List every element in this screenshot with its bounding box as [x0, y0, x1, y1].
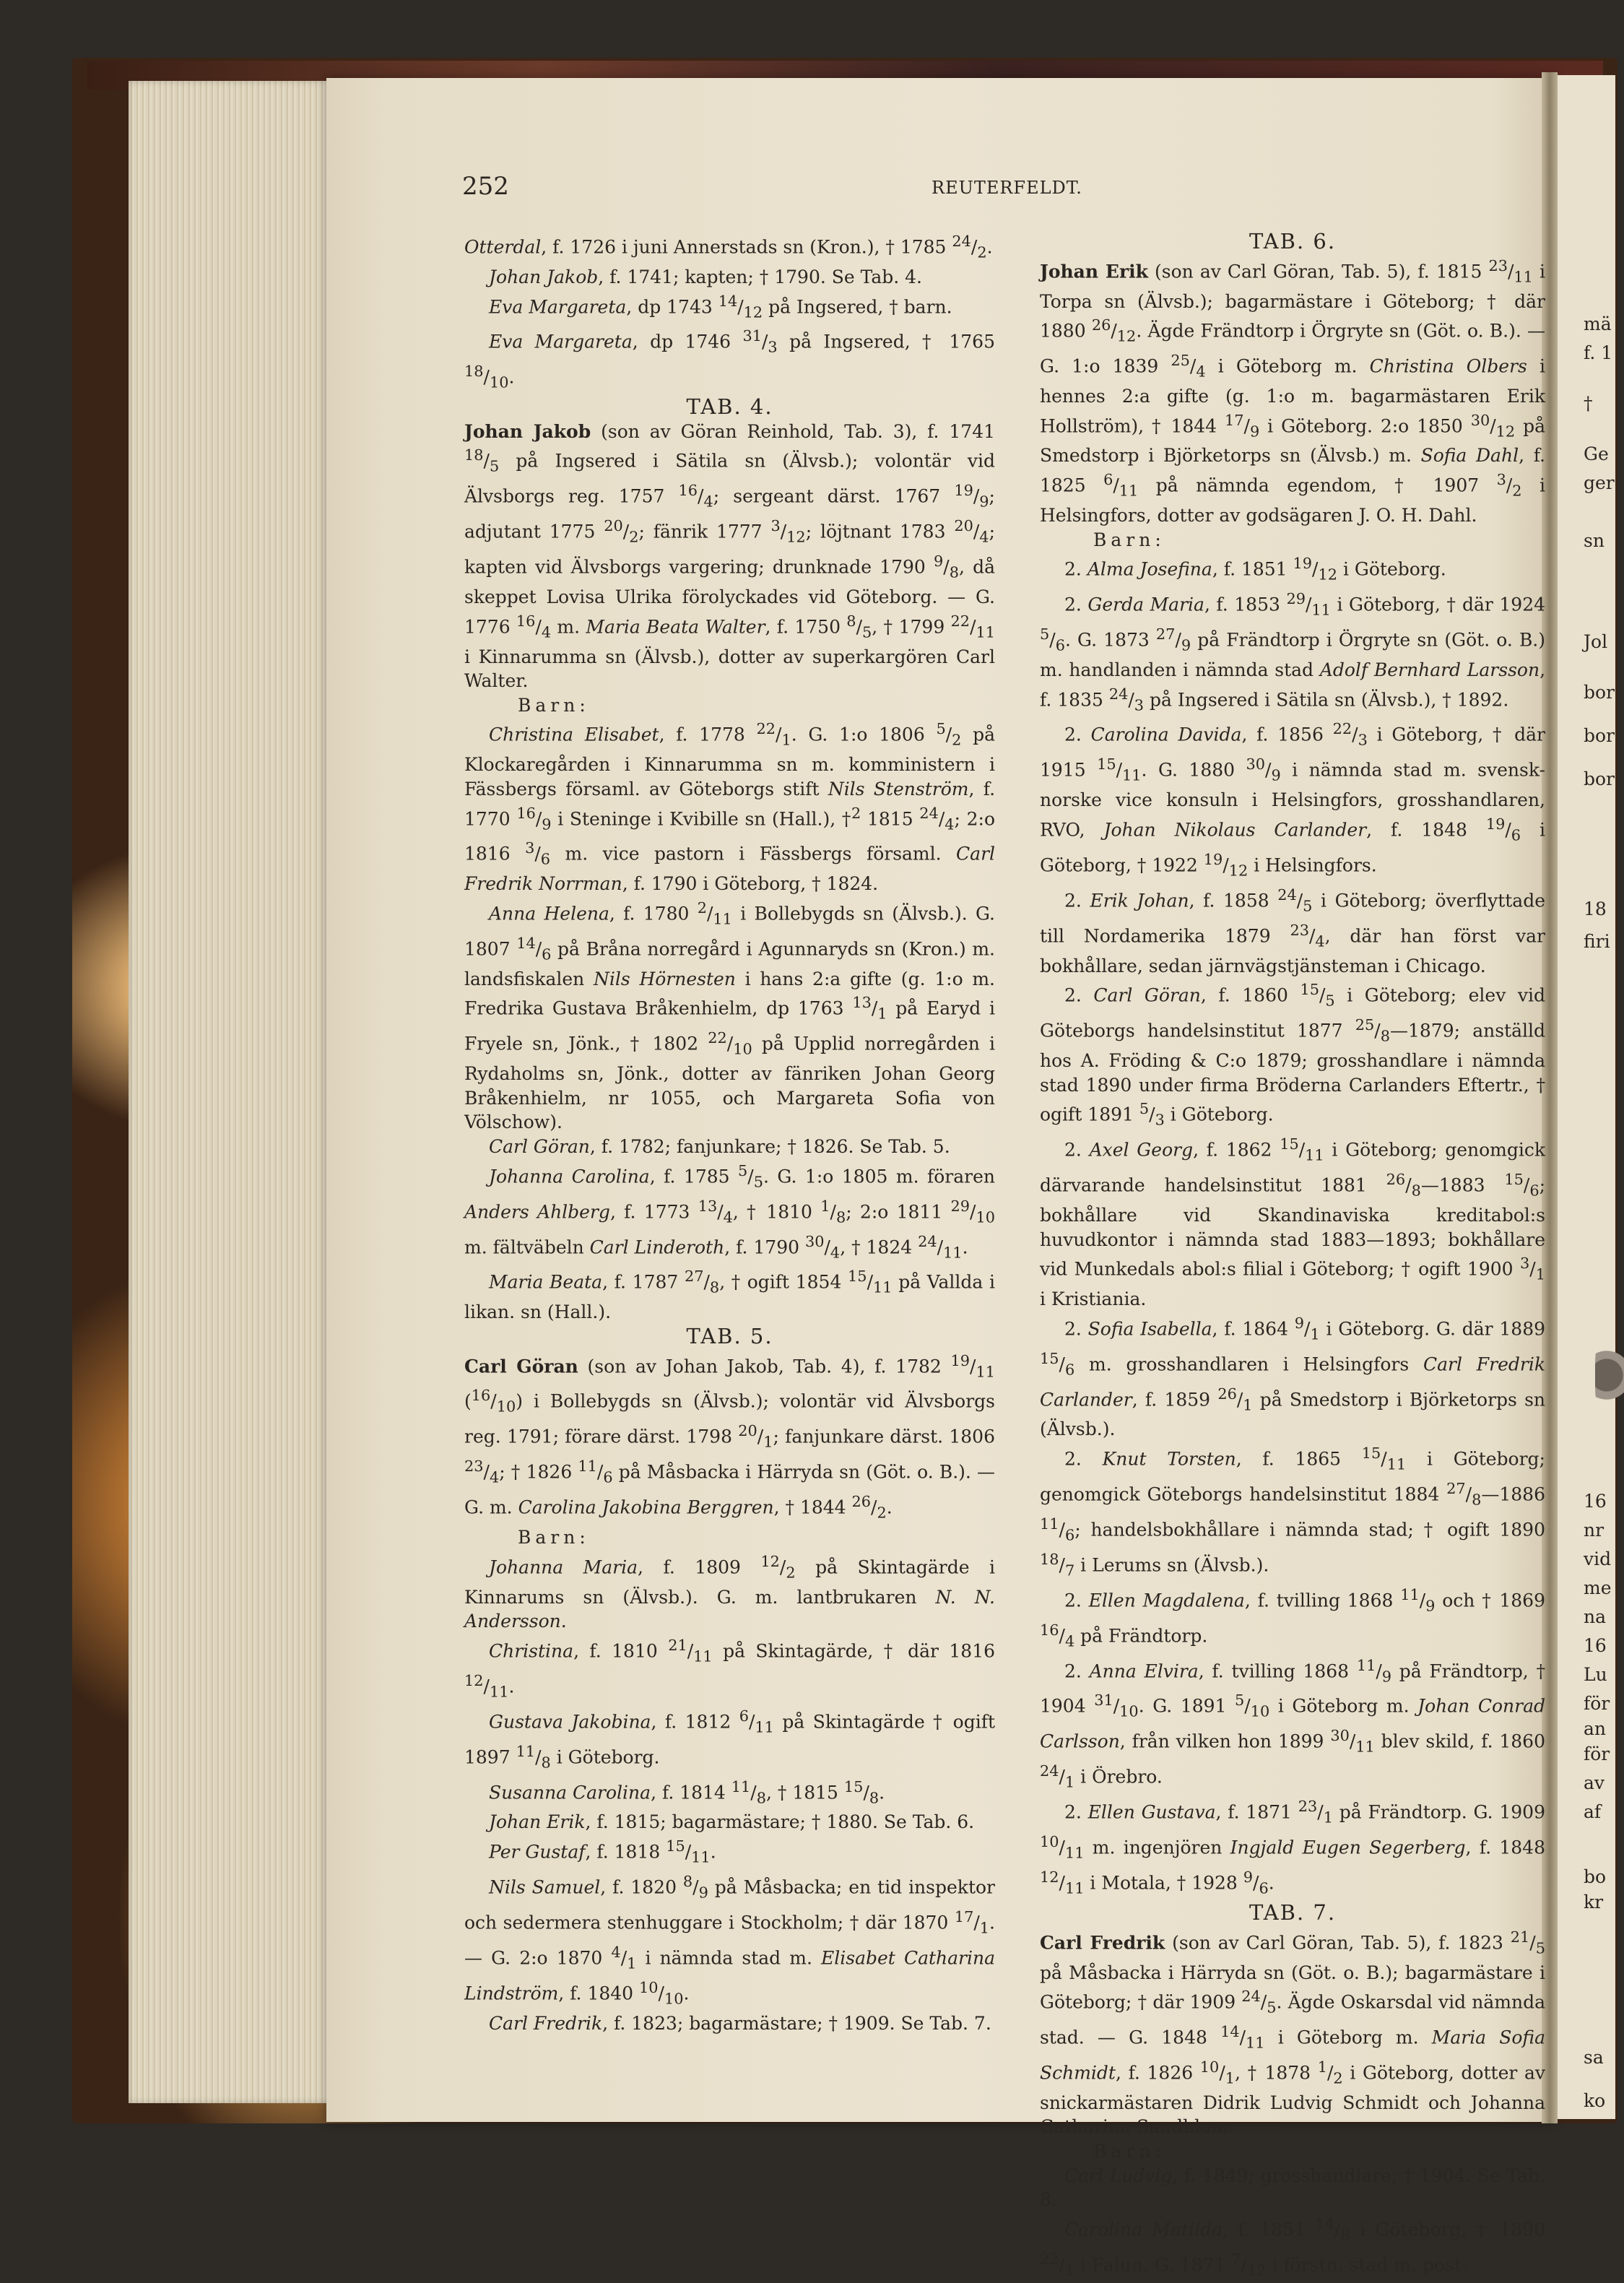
children-heading: Barn: — [1093, 529, 1165, 550]
ornament-icon — [1595, 1325, 1624, 1426]
facing-page-text-fragment: me — [1584, 1577, 1612, 1598]
genealogy-entry: Eva Margareta, dp 1746 $^{31}/_3$ på Ingsered, † 1765 $^{18}/_{10}$. — [464, 327, 995, 391]
left-column — [464, 230, 995, 2035]
children-heading: Barn: — [518, 694, 590, 716]
table-heading: TAB. 7. — [1249, 1900, 1337, 1925]
genealogy-entry: 2. Carl Göran, f. 1860 $^{15}/_5$ i Göteborg; elev vid Göteborgs handelsinstitut 1877 $^{25}/_8—1879$; anställd hos A. Fröding & C:o 1879; grosshandlare i nämnda stad 1890 under firma Bröderna Carlanders Eftertr., † ogift 1891 $^5/_3$ i Göteborg. — [1040, 981, 1545, 1129]
facing-page-text-fragment: ger — [1584, 472, 1615, 493]
facing-page-text-fragment: bor — [1584, 682, 1615, 703]
facing-page-text-fragment: f. 1 — [1584, 342, 1613, 363]
genealogy-paragraph: Johan Erik (son av Carl Göran, Tab. 5), f. 1815 $^{23}/_{11}$ i Torpa sn (Älvsb.); bagarmästare i Göteborg; † där 1880 $^{26}/_{12}$. Ägde Frändtorp i Örgryte sn (Göt. o. B.). — G. 1:o 1839 $^{25}/_4$ i Göteborg m. Christina Olbers i hennes 2:a gifte (g. 1:o m. bagarmästaren Erik Hollström), † 1844 $^{17}/_9$ i Göteborg. 2:o 1850 $^{30}/_{12}$ på Smedstorp i Björketorps sn (Älvsb.) m. Sofia Dahl, f. 1825 $^6/_{11}$ på nämnda egendom, † 1907 $^3/_2$ i Helsingfors, dotter av godsägaren J. O. H. Dahl. — [1040, 256, 1545, 526]
facing-page-text-fragment: sn — [1584, 530, 1605, 551]
facing-page-text-fragment: sa — [1584, 2047, 1604, 2068]
genealogy-entry: 2. Erik Johan, f. 1858 $^{24}/_5$ i Göteborg; överflyttade till Nordamerika 1879 $^{23}/_4$, där han först var bokhållare, sedan järnvägstjänsteman i Chicago. — [1040, 885, 1545, 976]
facing-page-text-fragment: 18 — [1584, 898, 1607, 919]
genealogy-entry: 2. Ellen Gustava, f. 1871 $^{23}/_1$ på Frändtorp. G. 1909 $^{10}/_{11}$ m. ingenjören Ingjald Eugen Segerberg, f. 1848 $^{12}/_{11}$ i Motala, † 1928 $^9/_6$. — [1040, 1798, 1545, 1897]
genealogy-entry: Per Gustaf, f. 1818 $^{15}/_{11}$. — [489, 1837, 716, 1866]
facing-page-text-fragment: na — [1584, 1606, 1607, 1627]
facing-page-text-fragment: Ge — [1584, 443, 1609, 464]
genealogy-entry: 2. Alma Josefina, f. 1851 $^{19}/_{12}$ i Göteborg. — [1064, 555, 1446, 584]
genealogy-entry: Eva Margareta, dp 1743 $^{14}/_{12}$ på Ingsered, † barn. — [489, 292, 952, 321]
facing-page-text-fragment: Lu — [1584, 1664, 1607, 1685]
genealogy-entry: Maria Beata, f. 1787 $^{27}/_8$, † ogift 1854 $^{15}/_{11}$ på Vallda i likan. sn (Hall.). — [464, 1268, 996, 1323]
genealogy-paragraph: Carl Göran (son av Johan Jakob, Tab. 4), f. 1782 $^{19}/_{11}$ $(^{16}/_{10})$ i Bollebygds sn (Älvsb.); volontär vid Älvsborgs reg. 1791; förare därst. 1798 $^{20}/_1$; fanjunkare därst. 1806 $^{23}/_4$; † 1826 $^{11}/_6$ på Måsbacka i Härryda sn (Göt. o. B.). — G. m. Carolina Jakobina Berggren, † 1844 $^{26}/_2$. — [464, 1351, 995, 1522]
page-number: 252 — [462, 172, 509, 201]
genealogy-entry: Gustava Jakobina, f. 1812 $^6/_{11}$ på Skintagärde † ogift 1897 $^{11}/_8$ i Göteborg. — [464, 1707, 995, 1771]
table-heading: TAB. 5. — [686, 1323, 773, 1348]
genealogy-entry: Johan Jakob, f. 1741; kapten; † 1790. Se Tab. 4. — [489, 266, 922, 287]
genealogy-entry: Johanna Maria, f. 1809 $^{12}/_2$ på Skintagärde i Kinnarums sn (Älvsb.). G. m. lantbrukaren N. N. Andersson. — [464, 1552, 995, 1632]
facing-page-text-fragment: bor — [1584, 768, 1615, 789]
page-stack-edge — [129, 81, 345, 2103]
genealogy-entry: Anna Helena, f. 1780 $^2/_{11}$ i Bollebygds sn (Älvsb.). G. 1807 $^{14}/_6$ på Bråna norregård i Agunnaryds sn (Kron.) m. landsfiskalen Nils Hörnesten i hans 2:a gifte (g. 1:o m. Fredrika Gustava Bråkenhielm, dp 1763 $^{13}/_1$ på Earyd i Fryele sn, Jönk., † 1802 $^{22}/_{10}$ på Upplid norregården i Rydaholms sn, Jönk., dotter av fänriken Johan Georg Bråkenhielm, nr 1055, och Margareta Sofia von Völschow). — [464, 899, 996, 1133]
genealogy-entry: 2. Knut Torsten, f. 1865 $^{15}/_{11}$ i Göteborg; genomgick Göteborgs handelsinstitut 1884 $^{27}/_8—1886$ $^{11}/_6$; handelsbokhållare i nämnda stad; † ogift 1890 $^{18}/_7$ i Lerums sn (Älvsb.). — [1040, 1444, 1545, 1580]
table-heading: TAB. 4. — [686, 394, 773, 420]
facing-page-text-fragment: bor — [1584, 725, 1615, 746]
facing-page-text-fragment: för — [1584, 1743, 1610, 1764]
genealogy-entry: 2. Axel Georg, f. 1862 $^{15}/_{11}$ i Göteborg; genomgick därvarande handelsinstitut 1881 $^{26}/_8—1883$ $^{15}/_6$; bokhållare vid Skandinaviska kreditabol:s huvudkontor i nämnda stad 1883—1893; bokhållare vid Munkedals abol:s filial i Göteborg; † ogift 1900 $^3/_1$ i Kristiania. — [1040, 1135, 1546, 1310]
facing-page-text-fragment: 16 — [1584, 1635, 1607, 1656]
genealogy-paragraph: Otterdal, f. 1726 i juni Annerstads sn (Kron.), † 1785 $^{24}/_2$. — [464, 233, 993, 261]
genealogy-paragraph: Carl Fredrik (son av Carl Göran, Tab. 5), f. 1823 $^{21}/_5$ på Måsbacka i Härryda sn (Göt. o. B.); bagarmästare i Göteborg; † där 1909 $^{24}/_5$. Ägde Oskarsdal vid nämnda stad. — G. 1848 $^{14}/_{11}$ i Göteborg m. Maria Sofia Schmidt, f. 1826 $^{10}/_1$, † 1878 $^1/_2$ i Göteborg, dotter av snickarmästaren Didrik Ludvig Schmidt och Johanna Catharina Sandblom. — [1040, 1928, 1546, 2138]
children-heading: Barn: — [518, 1527, 590, 1548]
facing-page-edge — [1558, 75, 1615, 2119]
genealogy-entry: Carl Fredrik, f. 1823; bagarmästare; † 1909. Se Tab. 7. — [489, 2012, 991, 2034]
facing-page-text-fragment: † — [1584, 393, 1593, 414]
genealogy-entry: Christina, f. 1810 $^{21}/_{11}$ på Skintagärde, † där 1816 $^{12}/_{11}$. — [464, 1636, 995, 1701]
running-head: REUTERFELDT. — [932, 178, 1082, 198]
genealogy-entry: Nils Samuel, f. 1820 $^8/_9$ på Måsbacka; en tid inspektor och sedermera stenhuggare i Stockholm; † där 1870 $^{17}/_1$. — G. 2:o 1870 $^4/_1$ i nämnda stad m. Elisabet Catharina Lindström, f. 1840 $^{10}/_{10}$. — [464, 1872, 995, 2008]
genealogy-paragraph: Johan Jakob (son av Göran Reinhold, Tab. 3), f. 1741 $^{18}/_5$ på Ingsered i Sätila sn (Älvsb.); volontär vid Älvsborgs reg. 1757 $^{16}/_4$; sergeant därst. 1767 $^{19}/_9$; adjutant 1775 $^{20}/_2$; fänrik 1777 $^3/_{12}$; löjtnant 1783 $^{20}/_4$; kapten vid Älvsborgs vargering; drunknade 1790 $^9/_8$, då skeppet Lovisa Ulrika förolyckades vid Göteborg. — G. 1776 $^{16}/_4$ m. Maria Beata Walter, f. 1750 $^8/_5$, † 1799 $^{22}/_{11}$ i Kinnarumma sn (Älvsb.), dotter av superkargören Carl Walter. — [464, 420, 996, 692]
genealogy-entry: 2. Sofia Isabella, f. 1864 $^9/_1$ i Göteborg. G. där 1889 $^{15}/_6$ m. grosshandlaren i Helsingfors Carl Fredrik Carlander, f. 1859 $^{26}/_1$ på Smedstorp i Björketorps sn (Älvsb.). — [1040, 1314, 1546, 1440]
facing-page-text-fragment: af — [1584, 1801, 1602, 1822]
right-column — [1040, 230, 1545, 2283]
table-heading: TAB. 6. — [1249, 229, 1337, 254]
facing-page-text-fragment: av — [1584, 1772, 1605, 1793]
facing-page-text-fragment: an — [1584, 1718, 1607, 1739]
genealogy-entry: Johanna Carolina, f. 1785 $^5/_5$. G. 1:o 1805 m. föraren Anders Ahlberg, f. 1773 $^{13}/_4$, † 1810 $^1/_8$; 2:o 1811 $^{29}/_{10}$ m. fältväbeln Carl Linderoth, f. 1790 $^{30}/_4$, † 1824 $^{24}/_{11}$. — [464, 1161, 996, 1261]
facing-page-text-fragment: bo — [1584, 1866, 1607, 1887]
genealogy-entry: 2. Anna Elvira, f. tvilling 1868 $^{11}/_9$ på Frändtorp, † 1904 $^{31}/_{10}$. G. 1891 $^5/_{10}$ i Göteborg m. Johan Conrad Carlsson, från vilken hon 1899 $^{30}/_{11}$ blev skild, f. 1860 $^{24}/_1$ i Örebro. — [1040, 1656, 1545, 1791]
children-heading: Barn: — [1093, 2141, 1165, 2162]
facing-page-text-fragment: Jol — [1584, 631, 1608, 652]
genealogy-entry: Christina Elisabet, f. 1778 $^{22}/_1$. G. 1:o 1806 $^5/_2$ på Klockaregården i Kinnarumma sn m. komministern i Fässbergs församl. av Göteborgs stift Nils Stenström, f. 1770 $^{16}/_9$ i Steninge i Kvibille sn (Hall.), †$^2$ 1815 $^{24}/_4$; 2:o 1816 $^3/_6$ m. vice pastorn i Fässbergs församl. Carl Fredrik Norrman, f. 1790 i Göteborg, † 1824. — [464, 720, 996, 895]
genealogy-entry: Susanna Carolina, f. 1814 $^{11}/_8$, † 1815 $^{15}/_8$. — [489, 1777, 885, 1806]
genealogy-entry: Carl Göran, f. 1782; fanjunkare; † 1826. Se Tab. 5. — [489, 1136, 950, 1158]
facing-page-text-fragment: för — [1584, 1693, 1610, 1714]
facing-page-text-fragment: ko — [1584, 2090, 1606, 2111]
genealogy-entry: Johan Erik, f. 1815; bagarmästare; † 1880. Se Tab. 6. — [489, 1811, 975, 1833]
genealogy-entry: 2. Gerda Maria, f. 1853 $^{29}/_{11}$ i Göteborg, † där 1924 $^5/_6$. G. 1873 $^{27}/_9$ på Frändtorp i Örgryte sn (Göt. o. B.) m. handlanden i nämnda stad Adolf Bernhard Larsson, f. 1835 $^{24}/_3$ på Ingsered i Sätila sn (Älvsb.), † 1892. — [1040, 590, 1546, 714]
facing-page-text-fragment: firi — [1584, 931, 1610, 952]
facing-page-text-fragment: kr — [1584, 1892, 1604, 1912]
facing-page-text-fragment: nr — [1584, 1520, 1605, 1541]
genealogy-entry: Carolina Matilda, f. 1851 $^{14}/_8$ i Göteborg, † 1890 $^{22}/_1$ i Falun. G. 1871 $^7/_{12}$ i förstn. stad m. post- — [1040, 2214, 1546, 2279]
genealogy-entry: 2. Carolina Davida, f. 1856 $^{22}/_3$ i Göteborg, † där 1915 $^{15}/_{11}$. G. 1880 $^{30}/_9$ i nämnda stad m. svensk-norske vice konsuln i Helsingfors, grosshandlaren, RVO, Johan Nikolaus Carlander, f. 1848 $^{19}/_6$ i Göteborg, † 1922 $^{19}/_{12}$ i Helsingfors. — [1040, 720, 1545, 880]
facing-page-text-fragment: vid — [1584, 1548, 1612, 1569]
facing-page-text-fragment: mä — [1584, 313, 1612, 334]
genealogy-entry: Carl Ludvig, f. 1849; grosshandlare; † 1904. Se Tab. 8. — [1040, 2165, 1545, 2211]
genealogy-entry: 2. Ellen Magdalena, f. tvilling 1868 $^{11}/_9$ och † 1869 $^{16}/_4$ på Frändtorp. — [1040, 1585, 1545, 1650]
facing-page-text-fragment: 16 — [1584, 1491, 1607, 1512]
page-header — [462, 172, 1459, 208]
